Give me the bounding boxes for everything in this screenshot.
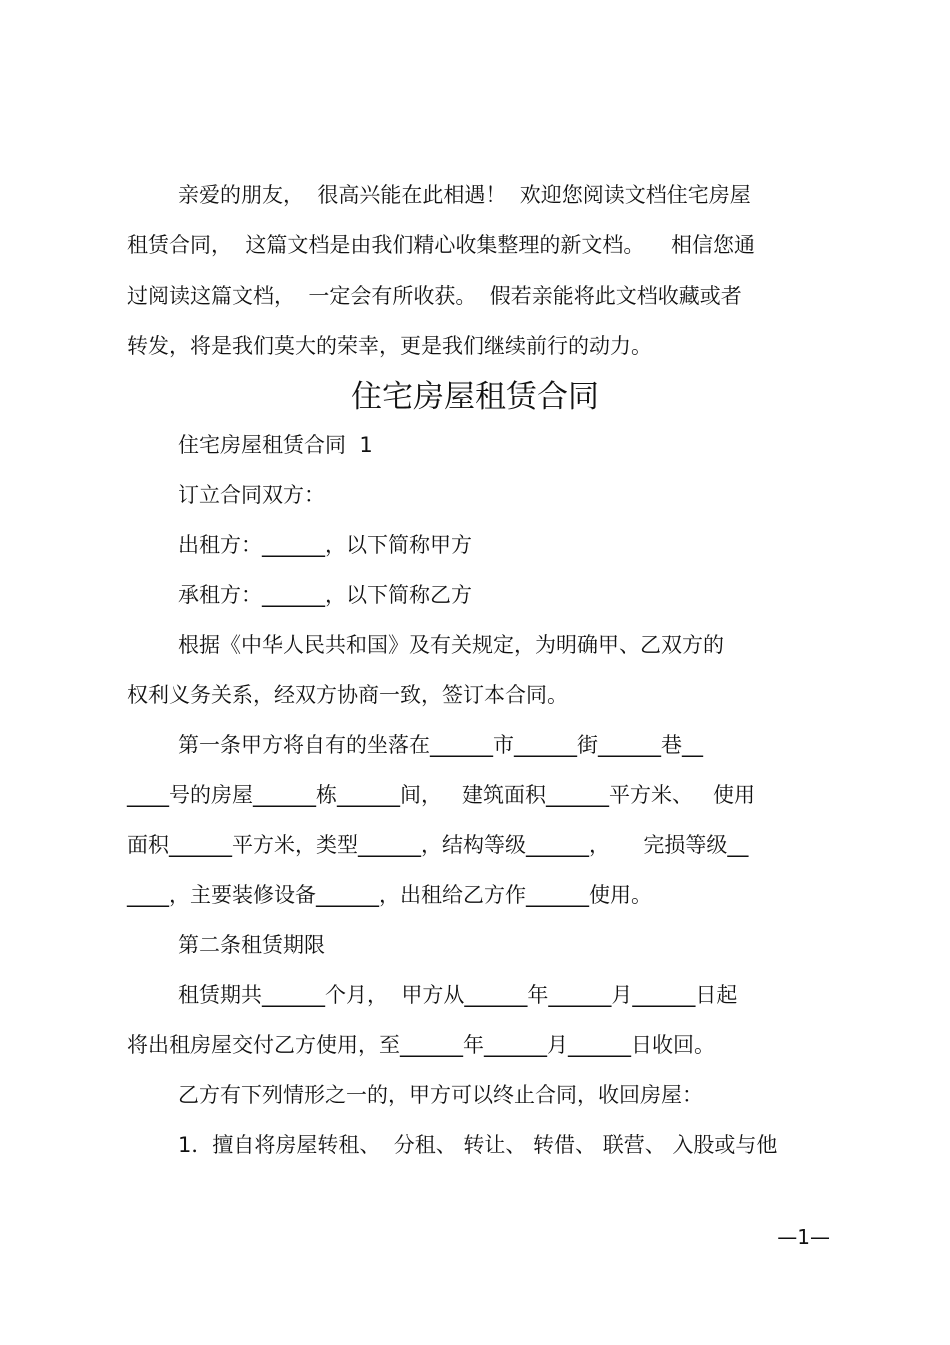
article-1-line-4: ____，主要装修设备______，出租给乙方作______使用。	[127, 883, 652, 907]
intro-line-1: 亲爱的朋友， 很高兴能在此相遇！ 欢迎您阅读文档住宅房屋	[178, 183, 751, 207]
term-line-2: 将出租房屋交付乙方使用，至______年______月______日收回。	[127, 1033, 715, 1057]
termination-intro: 乙方有下列情形之一的，甲方可以终止合同，收回房屋：	[178, 1083, 703, 1107]
intro-line-3: 过阅读这篇文档， 一定会有所收获。 假若亲能将此文档收藏或者	[127, 284, 742, 308]
document-title: 住宅房屋租赁合同	[351, 379, 599, 415]
termination-item-1: 1．擅自将房屋转租、 分租、 转让、 转借、 联营、 入股或与他	[178, 1133, 778, 1157]
basis-line-2: 权利义务关系，经双方协商一致，签订本合同。	[127, 683, 568, 707]
page-number: —1—	[777, 1225, 830, 1249]
article-1-line-2: ____号的房屋______栋______间， 建筑面积______平方米、 使用	[127, 783, 756, 807]
parties-label: 订立合同双方：	[178, 483, 325, 507]
intro-line-2: 租赁合同， 这篇文档是由我们精心收集整理的新文档。 相信您通	[127, 233, 756, 257]
lessee-line: 承租方：______，以下简称乙方	[178, 583, 472, 607]
intro-line-4: 转发，将是我们莫大的荣幸，更是我们继续前行的动力。	[127, 334, 652, 358]
basis-line-1: 根据《中华人民共和国》及有关规定，为明确甲、乙双方的	[178, 633, 724, 657]
article-1-line-3: 面积______平方米，类型______，结构等级______， 完损等级__	[127, 833, 749, 857]
article-2-heading: 第二条租赁期限	[178, 933, 325, 957]
contract-heading: 住宅房屋租赁合同 1	[178, 433, 373, 457]
lessor-line: 出租方：______，以下简称甲方	[178, 533, 472, 557]
term-line-1: 租赁期共______个月， 甲方从______年______月______日起	[178, 983, 738, 1007]
article-1-line-1: 第一条甲方将自有的坐落在______市______街______巷__	[178, 733, 703, 757]
